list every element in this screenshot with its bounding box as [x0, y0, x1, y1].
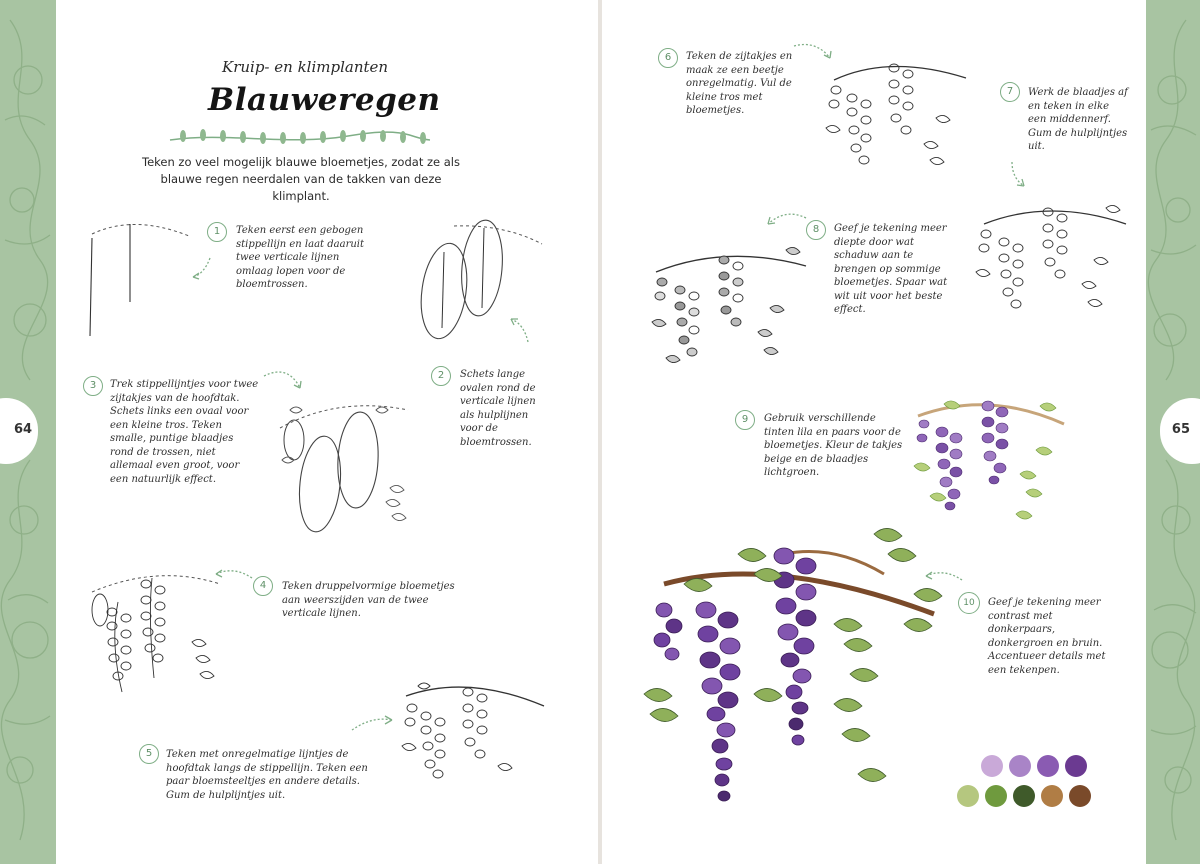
palette-row-1	[981, 755, 1087, 777]
step-badge: 7	[1000, 82, 1020, 102]
step7-sketch	[970, 188, 1130, 328]
step-badge: 5	[139, 744, 159, 764]
arrow-icon	[350, 712, 396, 734]
page-number: 64	[14, 422, 33, 437]
step3-text: Trek stippellijntjes voor twee zijtakjes van de hoofdtak. Schets links een ovaal voor een kleine tros. Teken smalle, puntige blaadjes rond de trossen, niet allemaal even groot, voor een natuurlijk effect.	[110, 379, 259, 485]
step9-colored-wisteria	[908, 380, 1068, 530]
step7-text: Werk de blaadjes af en teken in elke een middennerf. Gum de hulplijntjes uit.	[1028, 87, 1128, 152]
arrow-icon	[190, 256, 214, 282]
palette-swatch	[1013, 785, 1035, 807]
page-title: Blauweregen	[208, 82, 441, 118]
arrow-icon	[764, 208, 808, 230]
step6-sketch	[820, 44, 970, 184]
arrow-icon	[508, 314, 532, 344]
page-number: 65	[1171, 422, 1190, 437]
vine-divider	[168, 128, 433, 150]
step10-text: Geef je tekening meer contrast met donkerpaars, donkergroen en bruin. Accentueer details met een tekenpen.	[988, 597, 1106, 676]
step-badge: 9	[735, 410, 755, 430]
palette-swatch	[1065, 755, 1087, 777]
right-page	[602, 0, 1200, 864]
step2-text: Schets lange ovalen rond de verticale lijnen als hulplijnen voor de bloemtrossen.	[460, 369, 536, 448]
step-badge: 4	[253, 576, 273, 596]
intro-text: Teken zo veel mogelijk blauwe bloemetjes, zodat ze als blauwe regen neerdalen van de takken van deze klimplant.	[142, 155, 460, 203]
step9-text: Gebruik verschillende tinten lila en paars voor de bloemetjes. Kleur de takjes beige en de blaadjes lichtgroen.	[764, 413, 903, 478]
step-badge: 6	[658, 48, 678, 68]
step6-text: Teken de zijtakjes en maak ze een beetje onregelmatig. Vul de kleine tros met bloemetjes.	[686, 51, 793, 116]
step5-sketch	[398, 666, 548, 806]
step-badge: 1	[207, 222, 227, 242]
palette-swatch	[981, 755, 1003, 777]
step8-sketch	[646, 232, 816, 382]
arrow-icon	[922, 566, 964, 586]
palette-swatch	[1037, 755, 1059, 777]
step-badge: 2	[431, 366, 451, 386]
step1-text: Teken eerst een gebogen stippellijn en laat daaruit twee verticale lijnen omlaag lopen voor de bloemtrossen.	[236, 225, 365, 290]
step3-sketch	[278, 398, 418, 538]
arrow-icon	[1008, 160, 1030, 190]
step4-sketch	[88, 562, 228, 702]
step-badge: 8	[806, 220, 826, 240]
palette-row-2	[957, 785, 1091, 807]
step-badge: 3	[83, 376, 103, 396]
step5-text: Teken met onregelmatige lijntjes de hoofdtak langs de stippellijn. Teken een paar bloemsteeltjes en andere details. Gum de hulplijntjes uit.	[166, 749, 368, 801]
step4-text: Teken druppelvormige bloemetjes aan weerszijden van de twee verticale lijnen.	[282, 581, 455, 619]
step-badge: 10	[958, 592, 980, 614]
palette-swatch	[985, 785, 1007, 807]
step10-final-wisteria	[634, 514, 944, 824]
palette-swatch	[1041, 785, 1063, 807]
arrow-icon	[212, 566, 254, 584]
palette-swatch	[1069, 785, 1091, 807]
palette-swatch	[1009, 755, 1031, 777]
left-page	[0, 0, 598, 864]
step8-text: Geef je tekening meer diepte door wat schaduw aan te brengen op sommige bloemetjes. Spaar wat wit uit voor het beste effect.	[834, 223, 948, 315]
arrow-icon	[262, 364, 304, 394]
step1-sketch	[84, 214, 194, 344]
chapter-subtitle: Kruip- en klimplanten	[222, 58, 389, 76]
palette-swatch	[957, 785, 979, 807]
color-palette	[954, 750, 1114, 816]
